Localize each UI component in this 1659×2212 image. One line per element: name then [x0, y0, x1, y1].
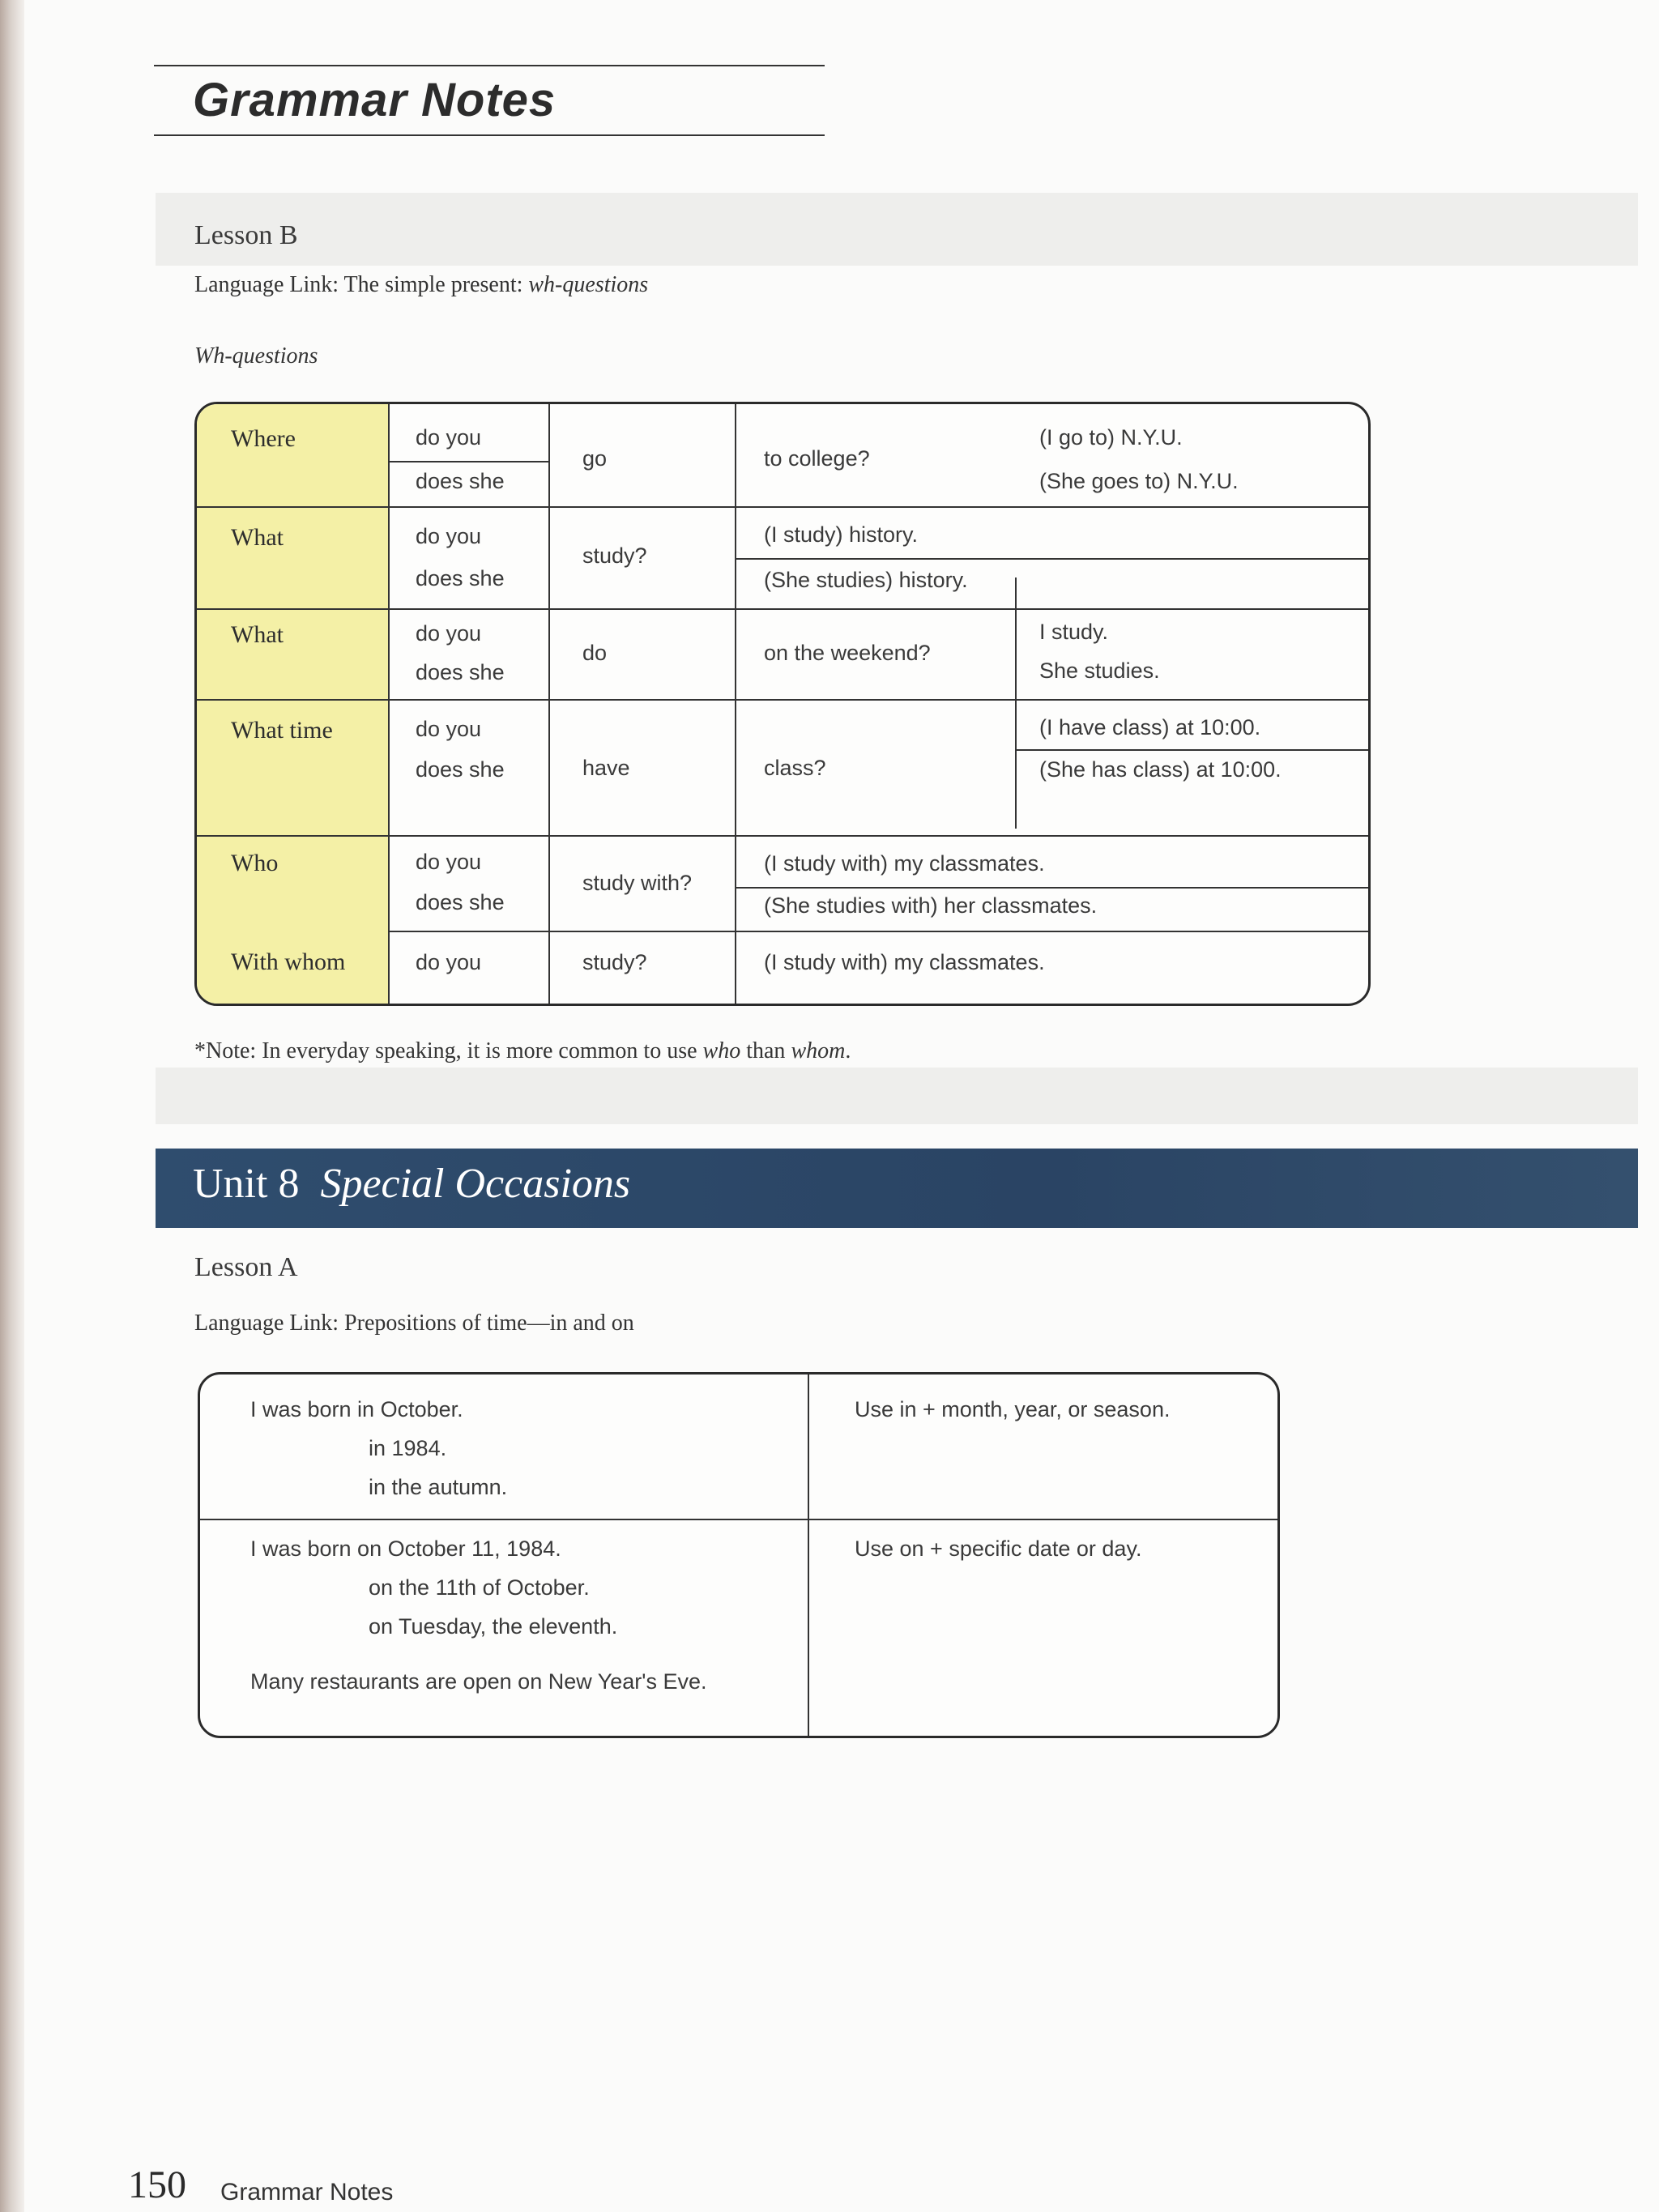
note-text: than [740, 1038, 791, 1063]
row-separator [197, 835, 1368, 837]
divider [548, 404, 550, 1004]
aux-you: do you [416, 717, 482, 741]
divider [388, 404, 390, 1004]
rest: to college? [764, 446, 870, 471]
example-sentence: Many restaurants are open on New Year's Eve. [250, 1669, 707, 1694]
unit-label: Unit 8 [193, 1161, 300, 1207]
question-word-column-highlight [197, 404, 388, 1004]
usage-note [194, 1038, 851, 1064]
aux-you: do you [416, 850, 482, 874]
aux-she: does she [416, 757, 505, 782]
verb: go [582, 446, 608, 471]
example-continuation: on Tuesday, the eleventh. [369, 1614, 618, 1639]
question-word: What [231, 524, 284, 551]
note-word-whom: whom [791, 1038, 846, 1063]
answer: I study. [1039, 620, 1109, 644]
verb: have [582, 756, 630, 780]
lesson-a-title: Lesson A [194, 1252, 298, 1282]
question-word: Where [231, 425, 296, 452]
lesson-a-language-link: Language Link: Prepositions of time—in and on [194, 1311, 634, 1336]
answer: (I have class) at 10:00. [1039, 715, 1261, 739]
row-separator [197, 699, 1368, 701]
example-sentence: I was born in October. [250, 1397, 463, 1421]
row-separator [388, 931, 1368, 932]
usage-rule: Use on + specific date or day. [855, 1536, 1142, 1561]
answer: (She studies with) her classmates. [764, 893, 1098, 918]
divider [735, 404, 736, 1004]
aux-you: do you [416, 950, 482, 974]
wh-questions-table [194, 402, 1371, 1006]
verb: study? [582, 950, 647, 974]
show-through-band [156, 1068, 1638, 1124]
question-word: What time [231, 717, 333, 744]
answer: (She has class) at 10:00. [1039, 757, 1282, 782]
row-separator [735, 887, 1368, 889]
row-separator [197, 506, 1368, 508]
row-separator [1015, 749, 1368, 751]
header-rule-top [154, 65, 825, 66]
aux-you: do you [416, 425, 482, 450]
row-separator [735, 558, 1368, 560]
example-continuation: in the autumn. [369, 1475, 508, 1499]
page-number: 150 [128, 2163, 186, 2206]
show-through-band [156, 193, 1638, 266]
answer: (I study with) my classmates. [764, 950, 1045, 974]
verb: do [582, 641, 608, 665]
answer: She studies. [1039, 658, 1160, 683]
header-rule-bottom [154, 134, 825, 136]
answer: (I study) history. [764, 522, 919, 547]
note-text: . [845, 1038, 851, 1063]
lesson-b-language-link [194, 272, 648, 298]
book-spine-shadow [0, 0, 24, 2212]
usage-rule: Use in + month, year, or season. [855, 1397, 1171, 1421]
unit-title [193, 1160, 630, 1208]
answer: (I go to) N.Y.U. [1039, 425, 1183, 450]
row-separator [200, 1519, 1277, 1520]
note-word-who: who [702, 1038, 741, 1063]
aux-she: does she [416, 660, 505, 684]
rest: on the weekend? [764, 641, 931, 665]
page-title: Grammar Notes [193, 74, 557, 126]
aux-she: does she [416, 469, 505, 493]
example-continuation: in 1984. [369, 1436, 447, 1460]
rest: class? [764, 756, 826, 780]
answer: (I study with) my classmates. [764, 851, 1045, 876]
row-separator [388, 461, 548, 462]
aux-you: do you [416, 621, 482, 646]
example-sentence: I was born on October 11, 1984. [250, 1536, 561, 1561]
unit-subtitle: Special Occasions [320, 1161, 631, 1207]
answer: (She studies) history. [764, 568, 968, 592]
divider [1015, 578, 1017, 829]
question-word: What [231, 621, 284, 648]
example-continuation: on the 11th of October. [369, 1575, 590, 1600]
wh-questions-subhead: Wh-questions [194, 343, 318, 369]
verb: study with? [582, 871, 693, 895]
footer-label: Grammar Notes [220, 2179, 394, 2206]
language-link-topic: wh-questions [528, 272, 649, 297]
language-link-text: Language Link: The simple present: [194, 272, 529, 297]
answer: (She goes to) N.Y.U. [1039, 469, 1239, 493]
question-word: Who [231, 850, 279, 876]
aux-she: does she [416, 890, 505, 914]
verb: study? [582, 543, 647, 568]
question-word: With whom [231, 948, 346, 975]
note-text: *Note: In everyday speaking, it is more common to use [194, 1038, 703, 1063]
aux-she: does she [416, 566, 505, 590]
divider [808, 1375, 809, 1736]
aux-you: do you [416, 524, 482, 548]
row-separator [197, 608, 1368, 610]
prepositions-table [198, 1372, 1280, 1738]
lesson-b-title: Lesson B [194, 220, 298, 250]
